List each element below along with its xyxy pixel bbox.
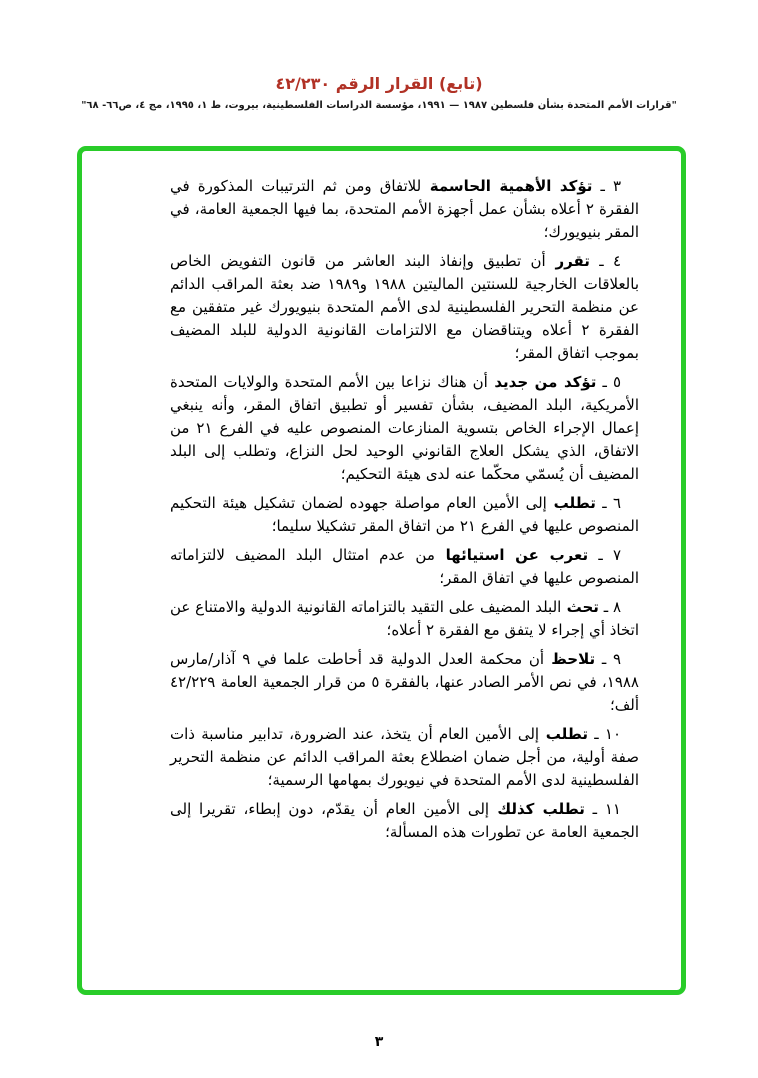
paragraph-lead: تعرب عن استيائها bbox=[434, 546, 589, 564]
paragraph-text: أن تطبيق وإنفاذ البند العاشر من قانون التفويض الخاص بالعلاقات الخارجية للسنتين الماليتين ١٩٨٨ و١٩٨٩ ضد بعثة المراقب الدائم عن منظمة التحرير الفلسطينية لدى الأمم المتحدة بنيويورك غير متفقين مع الفقرة ٢ أعلاه ويتناقضان مع الالتزامات القانونية الدولية للبلد المضيف بموجب اتفاق المقر؛ bbox=[170, 252, 639, 362]
paragraph-text: من عدم امتثال البلد المضيف لالتزاماته المنصوص عليها في اتفاق المقر؛ bbox=[170, 546, 639, 587]
paragraph-text: إلى الأمين العام مواصلة جهوده لضمان تشكيل هيئة التحكيم المنصوص عليها في الفرع ٢١ من اتفاق المقر تشكيلا سليما؛ bbox=[170, 494, 639, 535]
resolution-paragraph bbox=[170, 648, 639, 717]
resolution-paragraph bbox=[170, 175, 639, 244]
paragraph-lead: تطلب bbox=[546, 494, 596, 512]
paragraph-number: ٨ ـ bbox=[598, 598, 621, 616]
paragraph-lead: تحث bbox=[561, 598, 599, 616]
source-citation: "قرارات الأمم المتحدة بشأن فلسطين ١٩٨٧ — ١٩٩١، مؤسسة الدراسات الفلسطينية، بيروت، ط ١، ١٩٩٥، مج ٤، ص٦٦- ٦٨" bbox=[81, 100, 677, 111]
page-header bbox=[0, 74, 758, 111]
page-number: ٣ bbox=[374, 1034, 384, 1050]
paragraph-lead: تلاحظ bbox=[544, 650, 596, 668]
page-footer bbox=[0, 1031, 758, 1050]
resolution-paragraph bbox=[170, 250, 639, 365]
paragraph-text: البلد المضيف على التقيد بالتزاماته القانونية الدولية والامتناع عن اتخاذ أي إجراء لا يتفق مع الفقرة ٢ أعلاه؛ bbox=[170, 598, 639, 639]
resolution-paragraph bbox=[170, 544, 639, 590]
resolution-paragraph bbox=[170, 798, 639, 844]
paragraph-lead: تؤكد من جديد bbox=[487, 373, 597, 391]
paragraph-lead: تقرر bbox=[545, 252, 590, 270]
paragraph-text: أن محكمة العدل الدولية قد أحاطت علما في ٩ آذار/مارس ١٩٨٨، في نص الأمر الصادر عنها، بالفقرة ٥ من قرار الجمعية العامة ٤٢/٢٢٩ ألف؛ bbox=[170, 650, 639, 714]
paragraph-lead: تطلب كذلك bbox=[489, 800, 585, 818]
paragraph-number: ٩ ـ bbox=[595, 650, 622, 668]
paragraph-number: ٣ ـ bbox=[592, 177, 621, 195]
paragraph-number: ١٠ ـ bbox=[588, 725, 622, 743]
paragraph-number: ٧ ـ bbox=[588, 546, 622, 564]
paragraph-number: ١١ ـ bbox=[584, 800, 621, 818]
resolution-paragraph bbox=[170, 371, 639, 486]
resolution-paragraph bbox=[170, 492, 639, 538]
paragraph-lead: تؤكد الأهمية الحاسمة bbox=[421, 177, 593, 195]
content-frame bbox=[77, 146, 686, 995]
paragraph-number: ٦ ـ bbox=[595, 494, 621, 512]
paragraph-number: ٤ ـ bbox=[589, 252, 621, 270]
paragraph-lead: تطلب bbox=[539, 725, 589, 743]
resolution-title: (تابع) القرار الرقم ٤٢/٢٣٠ bbox=[275, 74, 483, 93]
resolution-paragraph bbox=[170, 723, 639, 792]
paragraph-number: ٥ ـ bbox=[596, 373, 621, 391]
paragraph-text: إلى الأمين العام أن يقدّم، دون إبطاء، تقريرا إلى الجمعية العامة عن تطورات هذه المسألة؛ bbox=[170, 800, 639, 841]
paragraph-text: إلى الأمين العام أن يتخذ، عند الضرورة، تدابير مناسبة ذات صفة أولية، من أجل ضمان اضطلاع بعثة المراقب الدائم عن منظمة التحرير الفلسطينية لدى الأمم المتحدة في نيويورك بمهامها الرسمية؛ bbox=[170, 725, 639, 789]
resolution-paragraphs bbox=[170, 175, 639, 850]
resolution-paragraph bbox=[170, 596, 639, 642]
paragraph-text: أن هناك نزاعا بين الأمم المتحدة والولايات المتحدة الأمريكية، البلد المضيف، بشأن تفسير أو تطبيق اتفاق المقر، وأنه ينبغي إعمال الإجراء الخاص بتسوية المنازعات المنصوص عليه في الفرع ٢١ من الاتفاق، الذي يشكل العلاج القانوني الوحيد لحل النزاع، وتطلب إلى البلد المضيف أن يُسمّي محكّما عنه لدى هيئة التحكيم؛ bbox=[170, 373, 639, 483]
paragraph-text: للاتفاق ومن ثم الترتيبات المذكورة في الفقرة ٢ أعلاه بشأن عمل أجهزة الأمم المتحدة، بما فيها الجمعية العامة، في المقر بنيويورك؛ bbox=[170, 177, 639, 241]
